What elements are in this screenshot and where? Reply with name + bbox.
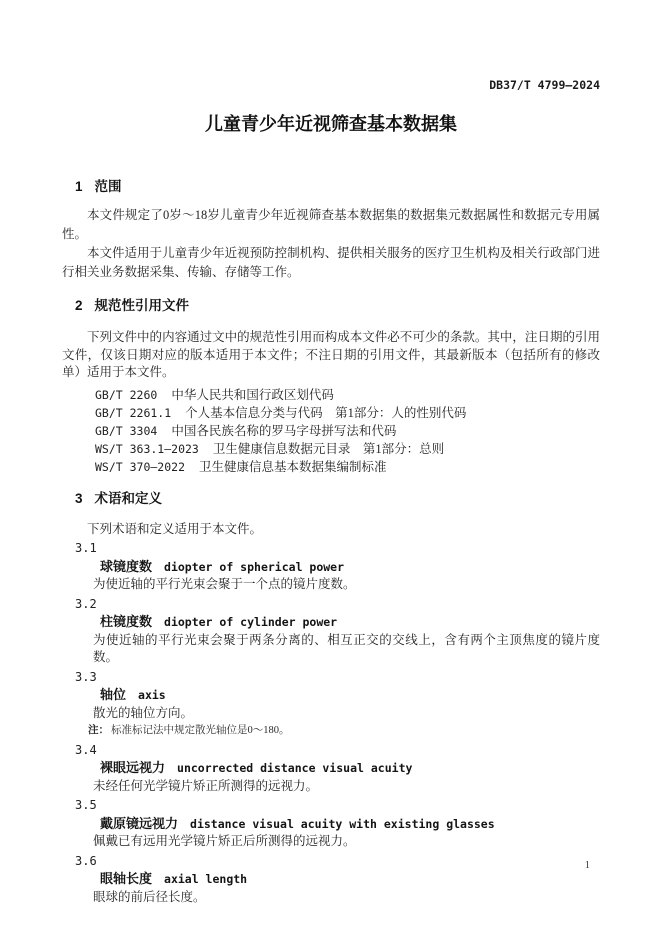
term-item-3-2	[62, 596, 600, 667]
terms-intro-paragraph: 下列术语和定义适用于本文件。	[87, 521, 263, 536]
clause-refs-heading	[62, 297, 600, 314]
clause-number: 2	[75, 298, 83, 313]
term-definition: 为使近轴的平行光束会聚于一个点的镜片度数。	[93, 577, 356, 591]
term-definition: 眼球的前后径长度。	[93, 889, 206, 904]
reference-title: 个人基本信息分类与代码 第1部分：人的性别代码	[185, 405, 467, 420]
clause-label: 规范性引用文件	[94, 298, 190, 313]
term-name-en: diopter of cylinder power	[164, 615, 338, 629]
term-note	[62, 722, 600, 740]
reference-title: 卫生健康信息基本数据集编制标准	[199, 459, 387, 474]
term-item-3-3	[62, 669, 600, 740]
term-number: 3.6	[75, 853, 97, 868]
doc-number: DB37/T 4799—2024	[489, 78, 600, 92]
term-number: 3.3	[75, 669, 97, 684]
reference-code: GB/T 2260	[95, 387, 158, 402]
clause-normative-references	[62, 297, 600, 476]
term-note-label: 注：	[88, 724, 109, 736]
clause-terms-definitions	[62, 490, 600, 907]
reference-code: GB/T 3304	[95, 423, 158, 438]
term-name	[62, 686, 600, 705]
term-item-3-1	[62, 540, 600, 594]
term-name-en: diopter of spherical power	[164, 559, 345, 574]
term-name-zh: 柱镜度数	[100, 614, 153, 629]
clause-label: 范围	[94, 179, 122, 194]
term-name-en: axial length	[164, 872, 248, 886]
term-name	[62, 558, 600, 577]
term-item-3-6	[62, 853, 600, 907]
reference-item	[95, 386, 600, 404]
reference-title: 卫生健康信息数据元目录 第1部分：总则	[212, 441, 445, 456]
term-name	[62, 870, 600, 889]
term-name-zh: 轴位	[100, 687, 127, 702]
clause-scope	[62, 178, 600, 282]
clause-scope-heading	[62, 178, 600, 195]
term-number: 3.1	[75, 541, 97, 555]
term-name	[62, 759, 600, 778]
reference-item	[95, 404, 600, 422]
clause-number: 1	[75, 179, 83, 194]
term-name-en: distance visual acuity with existing glasses	[190, 816, 495, 831]
term-name-zh: 球镜度数	[100, 558, 153, 574]
reference-item	[95, 440, 600, 458]
reference-code: GB/T 2261.1	[95, 405, 172, 420]
term-number: 3.2	[75, 596, 97, 611]
term-item-3-4	[62, 742, 600, 796]
references-list	[62, 386, 600, 476]
scope-paragraph: 本文件规定了0岁～18岁儿童青少年近视筛查基本数据集的数据集元数据属性和数据元专用属性。	[62, 208, 600, 241]
term-number: 3.5	[75, 798, 97, 812]
reference-code: WS/T 363.1—2023	[95, 441, 199, 456]
reference-item	[95, 422, 600, 440]
clause-label: 术语和定义	[94, 490, 163, 506]
reference-item	[95, 458, 600, 476]
term-definition: 未经任何光学镜片矫正所测得的远视力。	[93, 778, 319, 793]
page-number: 1	[584, 860, 590, 871]
refs-intro-paragraph: 下列文件中的内容通过文中的规范性引用而构成本文件必不可少的条款。其中，注日期的引用文件，仅该日期对应的版本适用于本文件；不注日期的引用文件，其最新版本（包括所有的修改单）适用于本文件。	[62, 330, 600, 379]
term-name-en: uncorrected distance visual acuity	[177, 761, 413, 775]
reference-title: 中国各民族名称的罗马字母拼写法和代码	[171, 423, 397, 438]
terms-list	[62, 540, 600, 906]
term-name-zh: 裸眼远视力	[100, 760, 166, 775]
term-number: 3.4	[75, 742, 97, 757]
clause-terms-heading	[62, 490, 600, 507]
scope-paragraph: 本文件适用于儿童青少年近视预防控制机构、提供相关服务的医疗卫生机构及相关行政部门进行相关业务数据采集、传输、存储等工作。	[62, 246, 600, 279]
reference-code: WS/T 370—2022	[95, 459, 186, 474]
reference-title: 中华人民共和国行政区划代码	[171, 387, 334, 402]
page-title: 儿童青少年近视筛查基本数据集	[205, 114, 457, 134]
term-name-zh: 戴原镜远视力	[100, 815, 179, 831]
term-name-zh: 眼轴长度	[100, 871, 153, 886]
term-item-3-5	[62, 797, 600, 851]
term-definition: 为使近轴的平行光束会聚于两条分离的、相互正交的交线上，含有两个主顶焦度的镜片度数。	[93, 632, 600, 664]
term-definition: 散光的轴位方向。	[93, 705, 194, 720]
term-note-text: 标准标记法中规定散光轴位是0～180。	[111, 725, 290, 736]
term-name-en: axis	[138, 688, 166, 702]
term-name	[62, 613, 600, 632]
clause-number: 3	[75, 490, 83, 506]
term-name	[62, 815, 600, 834]
term-definition: 佩戴已有远用光学镜片矫正后所测得的远视力。	[93, 834, 356, 848]
